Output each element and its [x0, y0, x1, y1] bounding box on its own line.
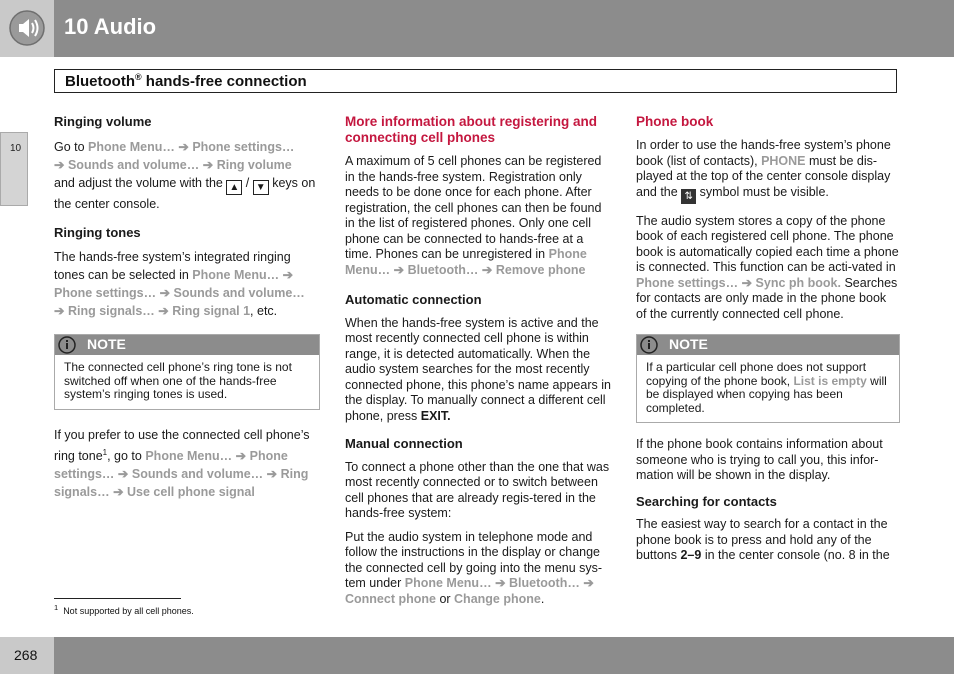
menu-phone-settings: Phone settings… [636, 275, 739, 290]
menu-change-phone: Change phone [454, 591, 541, 606]
menu-phone-menu: Phone Menu… [345, 247, 587, 277]
page-header [0, 0, 954, 57]
menu-remove-phone: Remove phone [495, 262, 586, 277]
note-box [54, 334, 320, 410]
note-text: The connected cell phone’s ring tone is not switched off when one of the hands-free system’s ringing tones is used. [64, 360, 292, 401]
menu-phone-settings: Phone settings… [54, 448, 288, 481]
column-2 [345, 114, 611, 615]
arrow-icon: ➔ [393, 262, 405, 277]
preferred-tone-text [54, 426, 320, 501]
speaker-icon [8, 9, 46, 47]
buttons-range: 2–9 [680, 548, 702, 562]
menu-phone-menu: Phone Menu… [404, 576, 492, 590]
menu-phone-menu: Phone Menu… [192, 268, 280, 282]
phone-book-symbol-icon: ⇅ [681, 189, 696, 204]
arrow-icon: ➔ [54, 157, 65, 172]
note-header [637, 335, 899, 355]
phone-book-end: symbol must be visible. [696, 184, 829, 199]
info-icon [639, 336, 659, 354]
menu-phone-menu: Phone Menu… [145, 448, 233, 463]
search-end: in the center console (no. 8 in the [701, 548, 890, 562]
ringing-volume-heading: Ringing volume [54, 114, 152, 129]
header-icon-box [0, 0, 54, 57]
menu-phone-menu: Phone Menu… [88, 139, 175, 154]
page-number: 268 [14, 647, 38, 663]
manual-connection-text: To connect a phone other than the one that was most recently connected or to switch between cell phones that are already regis-tered in the hands-free system: [345, 459, 610, 520]
menu-sounds-volume: Sounds and volume… [67, 157, 200, 172]
arrow-icon: ➔ [117, 466, 129, 481]
registered-mark: ® [134, 72, 142, 82]
note-box [636, 334, 900, 423]
more-info-heading: More information about registering and connecting cell phones [345, 114, 598, 145]
etc-text: , etc. [250, 304, 278, 318]
arrow-icon: ➔ [159, 286, 171, 300]
footnote-text: Not supported by all cell phones. [63, 606, 194, 616]
list-is-empty-label: List is empty [793, 373, 867, 388]
down-arrow-key-icon: ▼ [253, 180, 269, 195]
column-1 [54, 114, 320, 509]
note-header [55, 335, 319, 355]
menu-bluetooth: Bluetooth… [407, 262, 479, 277]
phone-mode-label: PHONE [761, 153, 806, 168]
menu-ring-signals: Ring signals… [67, 304, 155, 318]
note-text-intro: If a particular cell phone does not support copying of the phone book, [646, 360, 867, 388]
side-tab-label: 10 [10, 143, 22, 154]
exit-key-label: EXIT. [420, 408, 451, 423]
copy-end: Searches for contacts are only made in the phone book of the currently connected cell phone. [636, 275, 898, 321]
keys-text: keys on the center console. [54, 175, 316, 211]
automatic-connection-body: When the hands-free system is active and the most recently connected cell phone is within range, it is detected automatically. When the audio system searches for the most recently connected phone, this phone’s name appears in the display. To manually connect a different cell phone, press [345, 315, 611, 423]
note-text-end: will be displayed when copying has been completed. [646, 373, 887, 415]
arrow-icon: ➔ [741, 275, 753, 290]
preferred-intro: If you prefer to use the connected cell phone’s ring tone [54, 427, 310, 463]
max-phones-text [345, 154, 611, 278]
arrow-icon: ➔ [178, 139, 189, 154]
column-3 [636, 114, 900, 572]
caller-info-text: If the phone book contains information about someone who is trying to call you, this infor-mation will be shown in the display. [636, 437, 883, 482]
section-title-bar [54, 69, 897, 93]
menu-ring-volume: Ring volume [216, 157, 292, 172]
adjust-text: and adjust the volume with the [54, 175, 227, 190]
info-icon [57, 336, 77, 354]
section-title-rest: hands-free connection [141, 73, 307, 90]
menu-connect-phone: Connect phone [345, 591, 436, 606]
arrow-icon: ➔ [113, 484, 124, 499]
section-title-main: Bluetooth [65, 73, 135, 90]
footnote-ref: 1 [102, 447, 108, 457]
arrow-icon: ➔ [495, 576, 506, 590]
ringing-tones-text [54, 248, 320, 320]
section-title [65, 72, 307, 90]
menu-phone-settings: Phone settings… [54, 286, 157, 300]
copy-intro: The audio system stores a copy of the phone book of each registered cell phone. The phone book is automatically copied each time a phone is connected. This function can be acti-vated in [636, 213, 899, 274]
menu-ring-signals: Ring signals… [54, 466, 309, 499]
period-text: . [540, 591, 545, 606]
menu-sync-ph-book: Sync ph book. [755, 275, 841, 290]
arrow-icon: ➔ [202, 157, 214, 172]
automatic-connection-heading: Automatic connection [345, 292, 482, 307]
go-to-text: , go to [107, 448, 146, 463]
phone-book-mid: must be dis-played at the top of the center console display and the [636, 153, 891, 199]
put-audio-body: Put the audio system in telephone mode and follow the instructions in the display or change the connected cell by going into the menu sys-tem under [345, 529, 603, 590]
note-label: NOTE [669, 336, 708, 352]
menu-bluetooth: Bluetooth… [509, 576, 580, 590]
ringing-tones-intro: The hands-free system’s integrated ringing tones can be selected in [54, 250, 291, 282]
up-arrow-key-icon: ▲ [226, 180, 242, 195]
ringing-tones-heading: Ringing tones [54, 224, 141, 240]
note-label: NOTE [87, 336, 126, 352]
menu-sounds-volume: Sounds and volume… [131, 466, 264, 481]
phone-book-heading: Phone book [636, 114, 714, 129]
searching-contacts-text [636, 517, 900, 564]
manual-connection-heading: Manual connection [345, 436, 463, 451]
searching-contacts-heading: Searching for contacts [636, 493, 777, 509]
copy-text [636, 214, 900, 323]
go-to-text: Go to [54, 139, 89, 154]
menu-sounds-volume: Sounds and volume… [173, 286, 305, 300]
search-intro: The easiest way to search for a contact in the phone book is to press and hold any of the buttons [636, 517, 888, 562]
slash-text: / [242, 175, 253, 190]
put-audio-text [345, 530, 611, 608]
menu-ring-signal-1: Ring signal 1 [172, 304, 251, 318]
note-text [637, 355, 899, 422]
arrow-icon: ➔ [158, 304, 169, 318]
chapter-title: 10 Audio [64, 14, 157, 39]
phone-book-intro: In order to use the hands-free system’s phone book (list of contacts), [636, 138, 891, 168]
arrow-icon: ➔ [481, 262, 493, 277]
arrow-icon: ➔ [235, 448, 247, 463]
ringing-volume-path [54, 138, 320, 213]
automatic-connection-text [345, 316, 611, 425]
menu-phone-settings: Phone settings… [192, 139, 295, 154]
menu-use-cell-phone-signal: Use cell phone signal [127, 484, 255, 499]
arrow-icon: ➔ [54, 304, 65, 318]
chapter-side-tab [0, 132, 28, 206]
page-number-box [0, 637, 54, 674]
phone-book-text [636, 138, 900, 204]
footnote-divider [54, 598, 181, 599]
max-phones-body: A maximum of 5 cell phones can be registered in the hands-free system. Registration only needs to be done once for each phone. After registration, the cell phones can then be found in the list of registered phones. Only one cell phone can be connected to hands-free at a time. Phones can be unregistered in [345, 154, 602, 261]
footnote [54, 603, 194, 616]
arrow-icon: ➔ [282, 268, 294, 282]
footnote-number: 1 [54, 603, 59, 612]
arrow-icon: ➔ [266, 466, 278, 481]
arrow-icon: ➔ [583, 576, 594, 590]
page-footer [0, 637, 954, 674]
or-text: or [435, 591, 455, 606]
